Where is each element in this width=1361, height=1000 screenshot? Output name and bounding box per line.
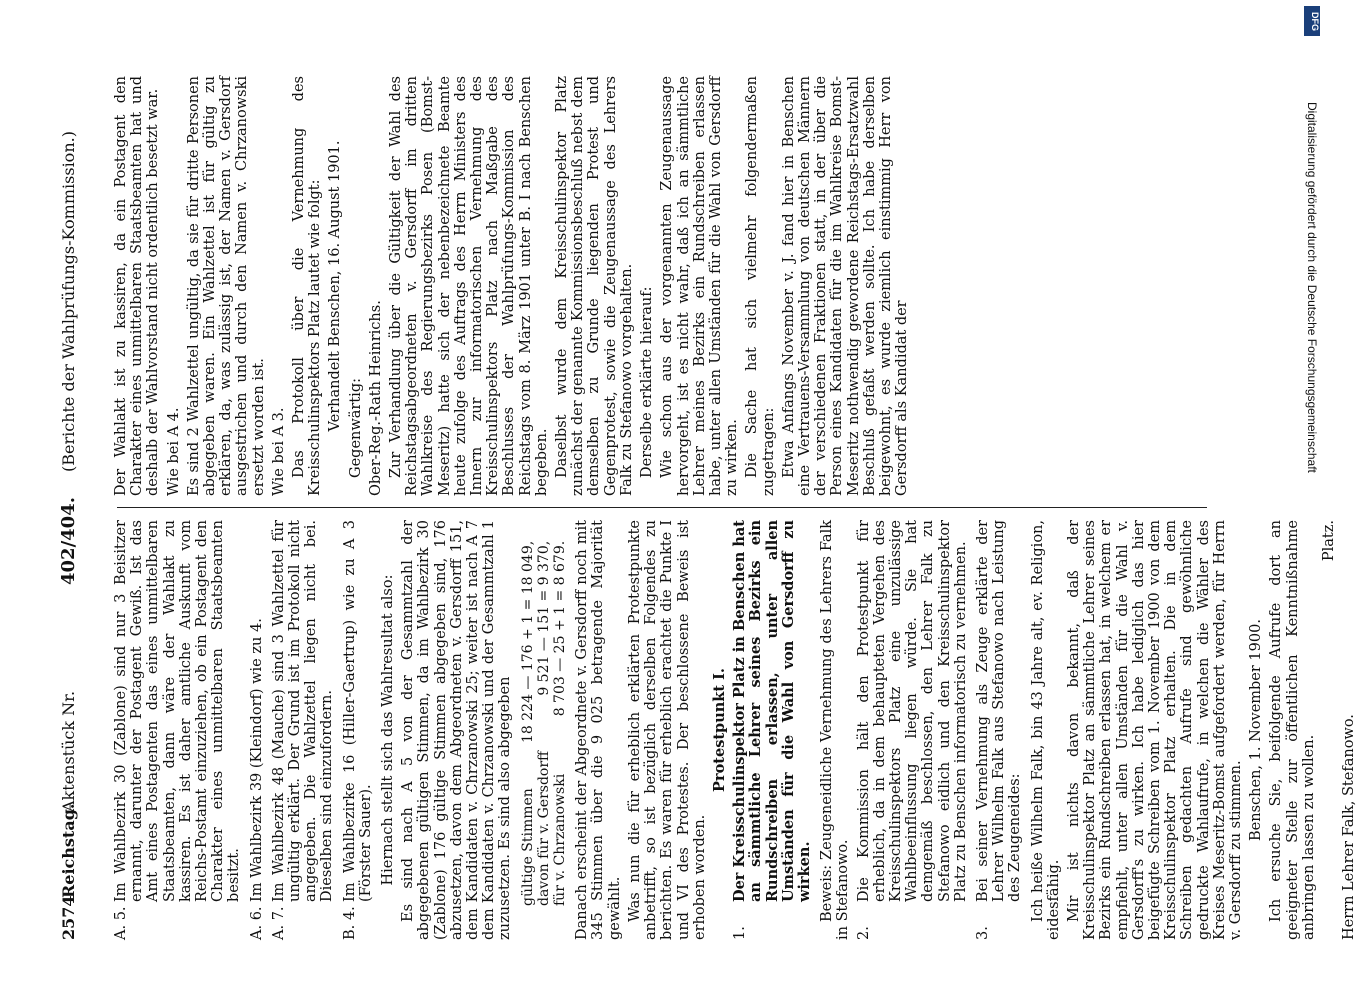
declaration-paragraph: Wie schon aus der vorgenannten Zeugenaussage hervorgeht, ist es nicht wahr, daß ich an sämmtliche Lehrer meines Bezirks ein Rundschreiben erlassen habe, unter allen Umständen für die Wahl von Gersdorff zu wirken.: [659, 76, 741, 496]
table-row: [520, 537, 536, 910]
page-number: 2574: [59, 895, 78, 940]
result-paragraph: Es sind nach A 5 von der Gesammtzahl der abgegebenen gültigen Stimmen, da im Wahlbezirk 30 (Zablone) 176 gültige Stimmen abgegeben sind, 176 abzusetzen, davon dem Abgeordneten v. Gersdorff 151, dem Kandidaten v. Chrzanowski 25; weiter ist nach A 7 dem Kandidaten v. Chrzanowski und der Gesammtzahl 1 zuzusetzen. Es sind also abgegeben: [400, 520, 514, 940]
official-name: Ober-Reg.-Rath Heinrichs.: [367, 300, 384, 496]
entry-b4: [342, 520, 374, 940]
table-row: [536, 537, 552, 910]
credit-text: Digitalisierung gefördert durch die Deutsche Forschungsgemeinschaft: [1305, 102, 1319, 473]
publication-title: Reichstag.: [59, 803, 78, 898]
decision-a6: Wie bei A 4.: [165, 407, 182, 496]
entry-text: Im Wahlbezirk 30 (Zablone) sind nur 3 Beisitzer ernannt, darunter der Postagent Gewiß. Ist das Amt eines Postagenten das eines unmittelbaren Staatsbeamten, dann wäre der Wahlakt zu kassiren. Es ist daher amtliche Auskunft vom Reichs-Postamt einzuziehen, ob ein Postagent den Charakter eines unmittelbaren Staatsbeamten besitzt.: [113, 520, 243, 902]
entry-text: Im Wahlbezirk 48 (Mauche) sind 3 Wahlzettel für ungültig erklärt. Der Grund ist im Protokoll nicht angegeben. Die Wahlzettel liegen nicht bei. Dieselben sind einzufordern.: [270, 520, 336, 902]
right-column: [113, 76, 914, 496]
table-row: [552, 537, 568, 910]
entry-a5: [113, 520, 243, 940]
matter-paragraph: Die Sache hat sich vielmehr folgendermaßen zugetragen:: [744, 76, 777, 496]
entry-text: Bei seiner Vernehmung als Zeuge erklärte der Lehrer Wilhelm Falk aus Stefanowo nach Leistung des Zeugeneides:: [974, 520, 1024, 902]
witness-statement-2: Mir ist nichts davon bekannt, daß der Kreisschulinspektor Platz an sämmtliche Lehrer seines Bezirks ein Rundschreiben erlassen hat, in welchem er empfiehlt, unter allen Umständen für die Wahl v. Gersdorff's zu wirken. Ich habe lediglich das hier beigefügte Schreiben vom 1. November 1900 von dem Kreisschulinspektor Platz erhalten. Die in dem Schreiben gedachten Aufrufe sind gewöhnliche gedruckte Wahlaufrufe, in welchen die Wähler des Kreises Meseritz-Bomst aufgefordert werden, für Herrn v. Gersdorff zu stimmen.: [1065, 520, 1244, 940]
entry-label: 2.: [855, 926, 872, 940]
entry-a7: [271, 520, 336, 940]
tally-calc: 9 521 — 151 = 9 370,: [535, 540, 552, 696]
declaration-intro: Derselbe erklärte hierauf:: [639, 286, 656, 478]
result-intro: Hiernach stellt sich das Wahlresultat also:: [380, 574, 397, 886]
entry-3: [975, 520, 1024, 940]
entry-a6: [249, 520, 265, 940]
document-label: Aktenstück Nr.: [59, 690, 78, 812]
protest-point-heading: Protestpunkt I.: [710, 668, 728, 792]
protest-points-paragraph: Was nun die für erheblich erklärten Protestpunkte anbetrifft, so ist bezüglich derselben Folgendes zu berichten. Es waren für erheblich erachtet die Punkte I und VI des Protestes. Der beschlossene Beweis ist erhoben worden.: [626, 520, 708, 940]
meeting-paragraph: Etwa Anfangs November v. J. fand hier in Benschen eine Vertrauens-Versammlung von deutschen Männern der verschiedenen Fraktionen statt, in der über die Person eines Kandidaten für die im Wahlkreise Bomst-Meseritz nothwendig gewordene Reichstags-Ersatzwahl Beschluß gefaßt werden sollte. Ich habe derselben beigewohnt, es wurde ziemlich einstimmig Herr von Gersdorff als Kandidat der: [780, 76, 911, 496]
vote-tally-table: [520, 537, 569, 910]
proceeding-paragraph: Zur Verhandlung über die Gültigkeit der Wahl des Reichstagsabgeordneten v. Gersdorff im dritten Wahlkreise des Regierungsbezirks Posen (Bomst-Meseritz) hatte sich der nebenbezeichnete Beamte heute zufolge des Auftrags des Herrn Ministers des Innern zur informatorischen Vernehmung des Kreisschulinspektors Platz nach Maßgabe des Beschlusses der Wahlprüfungs-Kommission des Reichstags vom 8. März 1901 unter B. I nach Benschen begeben.: [388, 76, 550, 496]
entry-text: Im Wahlbezirke 16 (Hiller-Gaertrup) wie zu A 3 (Förster Sauer).: [341, 520, 374, 902]
protocol-place-date: Verhandelt Benschen, 16. August 1901.: [327, 140, 344, 432]
tally-calc: 18 224 — 176 + 1 = 18 049,: [519, 540, 536, 744]
tally-calc: 8 703 — 25 + 1 = 8 679.: [552, 540, 569, 717]
left-column: [113, 520, 1361, 940]
entry-1: [732, 520, 813, 940]
section-heading: (Berichte der Wahlprüfungs-Kommission.): [59, 131, 78, 472]
entry-text: Der Kreisschulinspektor Platz in Benschen hat an sämmtliche Lehrer seines Bezirks ein Rundschreiben erlassen, unter allen Umständen für die Wahl von Gersdorff zu wirken.: [731, 520, 813, 902]
decision-a7: Es sind 2 Wahlzettel ungültig, da sie für dritte Personen abgegeben waren. Ein Wahlzettel ist für gültig zu erklären, da, was zulässig ist, der Namen v. Gersdorf ausgestrichen und durch den Namen v. Chrzanowski ersetzt worden ist.: [185, 76, 267, 496]
letter-body: Ich ersuche Sie, beifolgende Aufrufe dort an geeigneter Stelle zur öffentlichen Kenntnißnahme anbringen lassen zu wollen.: [1268, 520, 1317, 940]
letter-date: Benschen, 1. November 1900.: [1248, 619, 1265, 841]
dfg-logo: DFG: [1304, 6, 1320, 36]
tally-label: für v. Chrzanowski: [552, 773, 569, 906]
majority-paragraph: Danach erscheint der Abgeordnete v. Gersdorff noch mit 345 Stimmen über die 9 025 betragende Majorität gewählt.: [574, 520, 623, 940]
digitization-credit: [1295, 22, 1323, 972]
letter-address: Herrn Lehrer Falk, Stefanowo.: [1341, 714, 1358, 940]
decision-a5: Der Wahlakt ist zu kassiren, da ein Postagent den Charakter eines unmittelbaren Staatsbeamten hat und deshalb der Wahlvorstand nicht ordentlich besetzt war.: [113, 76, 162, 496]
decision-b4: Wie bei A 3.: [270, 407, 287, 496]
entry-text: Die Kommission hält den Protestpunkt für erheblich, da in dem behaupteten Vergehen des Kreisschulinspektors Platz eine unzulässige Wahlbeeinflussung liegen würde. Sie hat demgemäß beschlossen, den Lehrer Falk zu Stefanowo eidlich und den Kreisschulinspektor Platz zu Benschen informatorisch zu vernehmen.: [855, 520, 969, 902]
document-reference: 402/404.: [58, 497, 79, 585]
entry-label: A. 6.: [248, 906, 265, 940]
entry-label: B. 4.: [341, 906, 358, 940]
tally-label: davon für v. Gersdorff: [535, 751, 552, 906]
entry-label: A. 5.: [113, 906, 129, 940]
witness-statement-1: Ich heiße Wilhelm Falk, bin 43 Jahre alt, ev. Religion, eidesfähig.: [1029, 520, 1062, 940]
entry-label: 3.: [974, 926, 991, 940]
letter-signature: Platz.: [1321, 520, 1338, 562]
tally-label: gültige Stimmen: [519, 788, 536, 906]
column-divider: [117, 507, 1207, 508]
page-header: [55, 70, 85, 940]
there-paragraph: Daselbst wurde dem Kreisschulinspektor Platz zunächst der genannte Kommissionsbeschluß nebst dem demselben zu Grunde liegenden Protest und Gegenprotest, sowie die Zeugenaussage des Lehrers Falk zu Stefanowo vorgehalten.: [554, 76, 635, 496]
protocol-intro: Das Protokoll über die Vernehmung des Kreisschulinspektors Platz lautet wie folgt:: [291, 76, 324, 496]
entry-label: 1.: [732, 926, 749, 940]
evidence-line: Beweis: Zeugeneidliche Vernehmung des Lehrers Falk in Stefanowo.: [819, 520, 852, 940]
entry-text: Im Wahlbezirk 39 (Kleindorf) wie zu 4.: [248, 618, 265, 902]
entry-label: A. 7.: [270, 906, 287, 940]
entry-2: [856, 520, 969, 940]
present-label: Gegenwärtig:: [347, 378, 364, 478]
